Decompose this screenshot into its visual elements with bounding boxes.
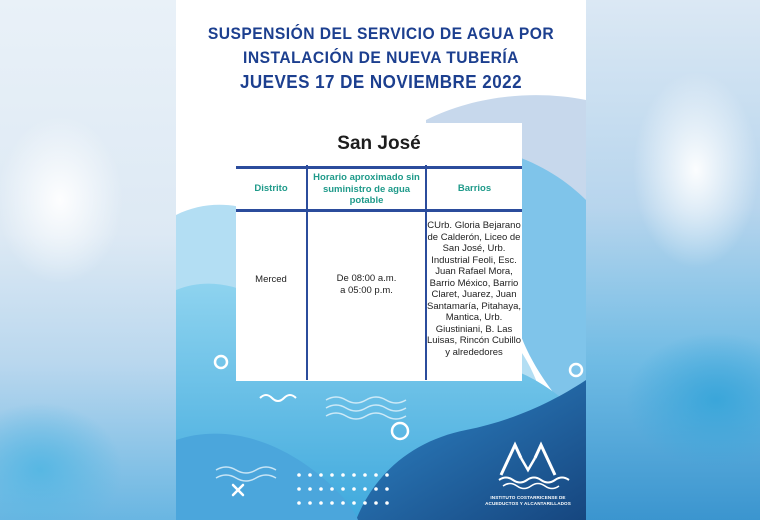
dot-decoration bbox=[341, 501, 345, 505]
header-schedule: Horario aproximado sin suministro de agua potable bbox=[313, 172, 420, 206]
dot-decoration bbox=[308, 501, 312, 505]
table-top-rule bbox=[236, 166, 522, 169]
dot-decoration bbox=[297, 501, 301, 505]
dot-decoration bbox=[363, 473, 367, 477]
table-header-rule bbox=[236, 209, 522, 212]
title-line-2: INSTALACIÓN DE NUEVA TUBERÍA bbox=[243, 48, 519, 67]
dot-decoration bbox=[374, 501, 378, 505]
announcement-poster bbox=[176, 0, 586, 520]
cell-schedule-start: De 08:00 a.m. bbox=[336, 273, 397, 284]
header-neighborhoods: Barrios bbox=[457, 183, 492, 194]
dot-decoration bbox=[341, 487, 345, 491]
dot-decoration bbox=[319, 487, 323, 491]
schedule-card bbox=[236, 123, 522, 381]
dot-decoration bbox=[330, 487, 334, 491]
dot-decoration bbox=[308, 473, 312, 477]
dot-decoration bbox=[319, 473, 323, 477]
dot-decoration bbox=[385, 501, 389, 505]
dot-decoration bbox=[352, 487, 356, 491]
dot-decoration bbox=[385, 487, 389, 491]
cell-neighborhoods: CUrb. Gloria Bejarano de Calderón, Liceo de San José, Urb. Industrial Feoli, Esc. Juan Rafael Mora, Barrio México, Barrio Claret, Juarez, Juan Santamaría, Pitahaya, Mantica, Urb. Giustiniani, B. Las Luisas, Rincón Cubillo y alrededores bbox=[427, 220, 521, 358]
dot-decoration bbox=[330, 473, 334, 477]
cell-schedule-end: a 05:00 p.m. bbox=[340, 284, 393, 296]
dot-decoration bbox=[374, 487, 378, 491]
dot-decoration bbox=[341, 473, 345, 477]
dot-decoration bbox=[330, 501, 334, 505]
logo-subtitle: INSTITUTO COSTARRICENSE DE ACUEDUCTOS Y ALCANTARILLADOS bbox=[485, 495, 571, 506]
aya-logo bbox=[481, 425, 575, 520]
dot-decoration bbox=[374, 473, 378, 477]
title-line-1: SUSPENSIÓN DEL SERVICIO DE AGUA POR bbox=[207, 24, 555, 43]
dot-decoration bbox=[385, 473, 389, 477]
header-district: Distrito bbox=[254, 183, 288, 194]
dot-decoration bbox=[352, 473, 356, 477]
region-heading: San José bbox=[337, 133, 421, 154]
dot-decoration bbox=[297, 487, 301, 491]
dot-decoration bbox=[352, 501, 356, 505]
dot-decoration bbox=[363, 487, 367, 491]
blurred-background-left bbox=[0, 0, 176, 520]
cell-district: Merced bbox=[255, 274, 287, 285]
dot-decoration bbox=[319, 501, 323, 505]
dot-decoration bbox=[363, 501, 367, 505]
aya-logo-icon bbox=[481, 425, 575, 495]
cell-schedule bbox=[308, 273, 425, 296]
blurred-background-right bbox=[586, 0, 760, 520]
dot-decoration bbox=[308, 487, 312, 491]
dot-decoration bbox=[297, 473, 301, 477]
announcement-title bbox=[176, 22, 586, 94]
title-line-3: JUEVES 17 DE NOVIEMBRE 2022 bbox=[239, 71, 523, 92]
